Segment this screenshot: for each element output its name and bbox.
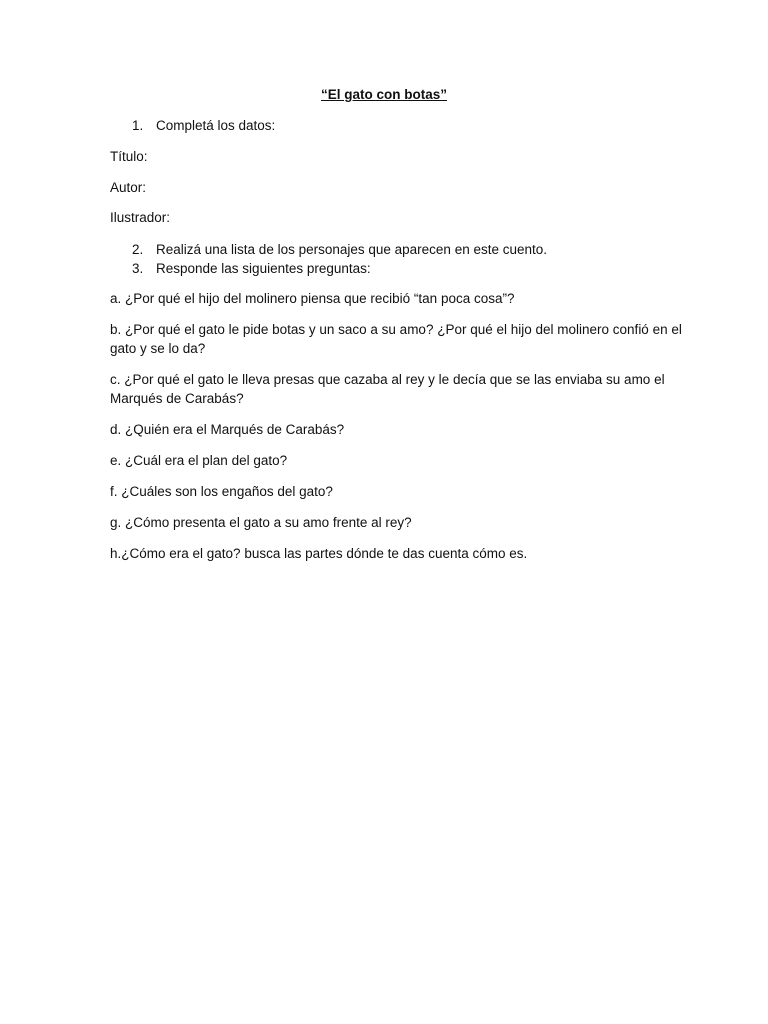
list-number: 3.	[132, 261, 144, 276]
question-f: f. ¿Cuáles son los engaños del gato?	[110, 484, 333, 499]
document-title: “El gato con botas”	[320, 87, 447, 102]
question-c	[110, 370, 670, 408]
field-titulo: Título:	[110, 149, 148, 164]
question-a: a. ¿Por qué el hijo del molinero piensa que recibió “tan poca cosa”?	[110, 291, 515, 306]
list-item-1	[132, 116, 275, 135]
list-item-2	[132, 240, 547, 259]
question-c-line-1: c. ¿Por qué el gato le lleva presas que cazaba al rey y le decía que se las enviaba su amo el	[110, 372, 665, 387]
question-e: e. ¿Cuál era el plan del gato?	[110, 453, 288, 468]
question-c-line-2: Marqués de Carabás?	[110, 391, 244, 406]
list-text: Realizá una lista de los personajes que aparecen en este cuento.	[156, 242, 548, 257]
list-number: 2.	[132, 242, 144, 257]
field-ilustrador: Ilustrador:	[110, 210, 171, 225]
question-b-line-2: gato y se lo da?	[110, 341, 206, 356]
list-number: 1.	[132, 118, 144, 133]
question-b	[110, 320, 682, 358]
list-item-3	[132, 259, 371, 278]
list-text: Responde las siguientes preguntas:	[156, 261, 371, 276]
question-b-line-1: b. ¿Por qué el gato le pide botas y un saco a su amo? ¿Por qué el hijo del molinero confió en el	[110, 322, 682, 337]
field-autor: Autor:	[110, 180, 147, 195]
question-h: h.¿Cómo era el gato? busca las partes dónde te das cuenta cómo es.	[110, 546, 528, 561]
question-g: g. ¿Cómo presenta el gato a su amo frente al rey?	[110, 515, 412, 530]
list-text: Completá los datos:	[156, 118, 276, 133]
question-d: d. ¿Quién era el Marqués de Carabás?	[110, 422, 345, 437]
